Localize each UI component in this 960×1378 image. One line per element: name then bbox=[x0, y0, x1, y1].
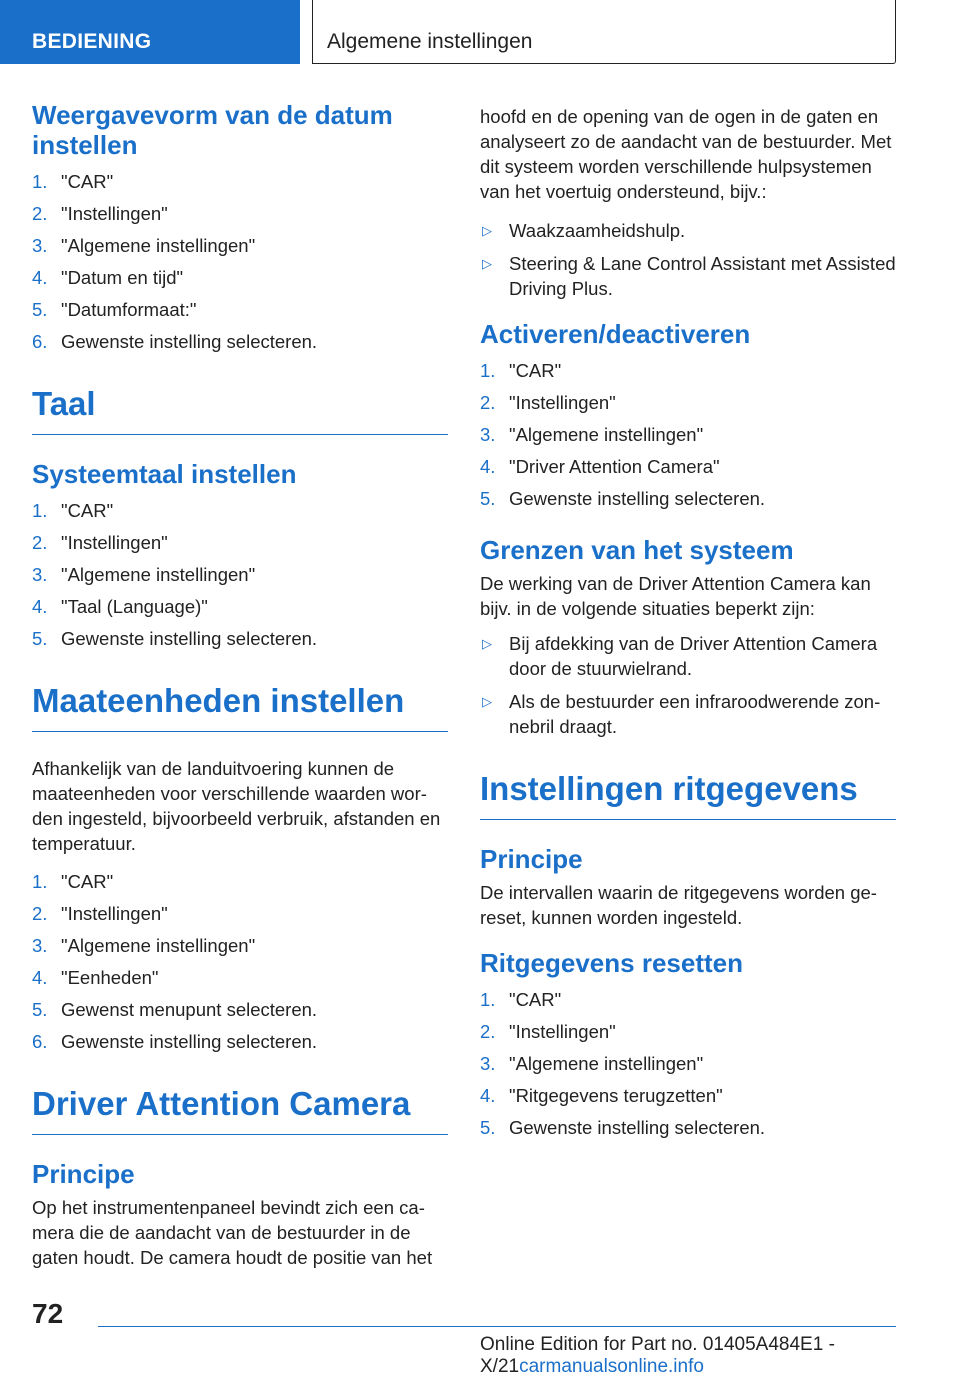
step-text: "Instellingen" bbox=[61, 532, 168, 553]
step-text: Gewenste instelling selecteren. bbox=[509, 488, 766, 509]
step-number: 3. bbox=[32, 235, 48, 256]
step-text: "CAR" bbox=[509, 360, 562, 381]
step-item bbox=[32, 591, 448, 623]
assist-systems-list bbox=[480, 218, 896, 301]
step-text: "Algemene instellingen" bbox=[509, 424, 704, 445]
step-text: "Instellingen" bbox=[61, 203, 168, 224]
step-item bbox=[32, 930, 448, 962]
date-format-heading: Weergavevorm van de datum instellen bbox=[32, 100, 393, 160]
step-text: "CAR" bbox=[61, 500, 114, 521]
footer-divider bbox=[98, 1326, 896, 1327]
step-item bbox=[32, 262, 448, 294]
principle-heading: Principe bbox=[32, 1159, 135, 1189]
step-item bbox=[32, 294, 448, 326]
step-text: "CAR" bbox=[61, 171, 114, 192]
step-text: "Driver Attention Camera" bbox=[509, 456, 720, 477]
step-number: 2. bbox=[32, 203, 48, 224]
limits-text: De werking van de Driver Attention Camera kan bijv. in de volgende situaties beperkt zijn: bbox=[480, 573, 871, 619]
triangle-right-icon: ▷ bbox=[482, 694, 492, 709]
step-item bbox=[32, 527, 448, 559]
step-number: 3. bbox=[480, 1053, 496, 1074]
step-item bbox=[32, 994, 448, 1026]
step-text: Gewenste instelling selecteren. bbox=[509, 1117, 766, 1138]
page-number: 72 bbox=[32, 1298, 64, 1329]
step-text: "Algemene instellingen" bbox=[61, 935, 256, 956]
step-item bbox=[32, 230, 448, 262]
step-number: 6. bbox=[32, 1031, 48, 1052]
activate-heading: Activeren/deactiveren bbox=[480, 319, 751, 349]
trip-reset-steps bbox=[480, 984, 896, 1144]
step-item bbox=[480, 355, 896, 387]
limits-list bbox=[480, 631, 896, 739]
units-text: Afhankelijk van de landuitvoering kunnen de maateenheden voor verschillende waarden worden ingesteld, bijvoorbeeld verbruik, afstanden en temperatuur. bbox=[32, 758, 441, 854]
triangle-right-icon: ▷ bbox=[482, 256, 492, 271]
step-item bbox=[32, 559, 448, 591]
step-text: "Algemene instellingen" bbox=[61, 564, 256, 585]
bullet-item bbox=[480, 631, 896, 681]
step-number: 6. bbox=[32, 331, 48, 352]
step-text: "Algemene instellingen" bbox=[509, 1053, 704, 1074]
step-item bbox=[480, 1016, 896, 1048]
triangle-right-icon: ▷ bbox=[482, 636, 492, 651]
trip-principle-text: De intervallen waarin de ritgegevens worden gereset, kunnen worden ingesteld. bbox=[480, 882, 877, 928]
step-number: 2. bbox=[480, 1021, 496, 1042]
step-number: 3. bbox=[32, 935, 48, 956]
step-text: "Datumformaat:" bbox=[61, 299, 197, 320]
step-text: Gewenste instelling selecteren. bbox=[61, 1031, 318, 1052]
step-number: 1. bbox=[32, 171, 48, 192]
section-tab: BEDIENING bbox=[0, 0, 300, 64]
bullet-text: Waakzaamheidshulp. bbox=[509, 220, 686, 241]
step-number: 4. bbox=[32, 596, 48, 617]
system-language-steps bbox=[32, 495, 448, 655]
bullet-text: Bij afdekking van de Driver Attention Camera door de stuurwielrand. bbox=[509, 633, 878, 679]
bullet-text: Steering & Lane Control Assistant met Assisted Driving Plus. bbox=[509, 253, 896, 299]
bullet-item bbox=[480, 689, 896, 739]
step-number: 3. bbox=[32, 564, 48, 585]
step-item bbox=[32, 198, 448, 230]
principle-text: Op het instrumentenpaneel bevindt zich een camera die de aandacht van de bestuurder in de gaten houdt. De camera houdt de positie van het bbox=[32, 1197, 433, 1268]
step-item bbox=[32, 326, 448, 358]
step-item bbox=[32, 166, 448, 198]
step-number: 2. bbox=[32, 532, 48, 553]
step-number: 1. bbox=[480, 989, 496, 1010]
step-text: "Datum en tijd" bbox=[61, 267, 184, 288]
date-format-steps bbox=[32, 166, 448, 358]
step-text: "Eenheden" bbox=[61, 967, 159, 988]
step-item bbox=[32, 495, 448, 527]
step-item bbox=[480, 451, 896, 483]
continued-text: hoofd en de opening van de ogen in de gaten en analyseert zo de aandacht van de bestuurder. Met dit systeem worden verschillende hulpsystemen van het voertuig ondersteund, bijv.: bbox=[480, 106, 892, 202]
step-item bbox=[32, 962, 448, 994]
watermark-text: carmanualsonline.info bbox=[519, 1356, 704, 1377]
footer-edition bbox=[480, 1334, 960, 1378]
trip-reset-heading: Ritgegevens resetten bbox=[480, 948, 743, 978]
step-item bbox=[480, 419, 896, 451]
trip-data-heading: Instellingen ritgegevens bbox=[480, 769, 896, 820]
trip-principle-heading: Principe bbox=[480, 844, 583, 874]
step-number: 5. bbox=[480, 488, 496, 509]
step-text: "CAR" bbox=[509, 989, 562, 1010]
step-text: "Ritgegevens terugzetten" bbox=[509, 1085, 723, 1106]
step-item bbox=[480, 1112, 896, 1144]
step-item bbox=[480, 387, 896, 419]
step-number: 4. bbox=[480, 1085, 496, 1106]
step-number: 4. bbox=[480, 456, 496, 477]
step-number: 5. bbox=[32, 999, 48, 1020]
step-item bbox=[32, 898, 448, 930]
right-column bbox=[480, 104, 896, 1144]
units-heading: Maateenheden instellen bbox=[32, 681, 448, 732]
bullet-item bbox=[480, 218, 896, 243]
step-number: 3. bbox=[480, 424, 496, 445]
step-number: 1. bbox=[32, 871, 48, 892]
left-column bbox=[32, 100, 448, 1280]
edition-text: Online Edition for Part no. 01405A484E1 - X/21 bbox=[480, 1334, 835, 1377]
step-text: "Instellingen" bbox=[509, 392, 616, 413]
step-number: 4. bbox=[32, 967, 48, 988]
step-text: "Algemene instellingen" bbox=[61, 235, 256, 256]
step-text: "Instellingen" bbox=[61, 903, 168, 924]
system-language-heading: Systeemtaal instellen bbox=[32, 459, 297, 489]
driver-attention-heading: Driver Attention Camera bbox=[32, 1084, 448, 1135]
step-item bbox=[480, 483, 896, 515]
step-item bbox=[480, 1048, 896, 1080]
step-text: "CAR" bbox=[61, 871, 114, 892]
bullet-item bbox=[480, 251, 896, 301]
step-item bbox=[32, 866, 448, 898]
chapter-title: Algemene instellingen bbox=[312, 0, 896, 64]
units-steps bbox=[32, 866, 448, 1058]
triangle-right-icon: ▷ bbox=[482, 223, 492, 238]
step-number: 2. bbox=[480, 392, 496, 413]
step-text: "Instellingen" bbox=[509, 1021, 616, 1042]
activate-steps bbox=[480, 355, 896, 515]
step-text: Gewenst menupunt selecteren. bbox=[61, 999, 318, 1020]
limits-heading: Grenzen van het systeem bbox=[480, 535, 794, 565]
step-text: Gewenste instelling selecteren. bbox=[61, 628, 318, 649]
step-number: 5. bbox=[32, 628, 48, 649]
step-number: 5. bbox=[480, 1117, 496, 1138]
step-number: 1. bbox=[32, 500, 48, 521]
step-item bbox=[32, 623, 448, 655]
step-text: "Taal (Language)" bbox=[61, 596, 208, 617]
step-item bbox=[32, 1026, 448, 1058]
step-number: 5. bbox=[32, 299, 48, 320]
taal-heading: Taal bbox=[32, 384, 448, 435]
step-text: Gewenste instelling selecteren. bbox=[61, 331, 318, 352]
step-item bbox=[480, 1080, 896, 1112]
step-number: 1. bbox=[480, 360, 496, 381]
step-item bbox=[480, 984, 896, 1016]
step-number: 2. bbox=[32, 903, 48, 924]
bullet-text: Als de bestuurder een infraroodwerende zonnebril draagt. bbox=[509, 691, 881, 737]
step-number: 4. bbox=[32, 267, 48, 288]
